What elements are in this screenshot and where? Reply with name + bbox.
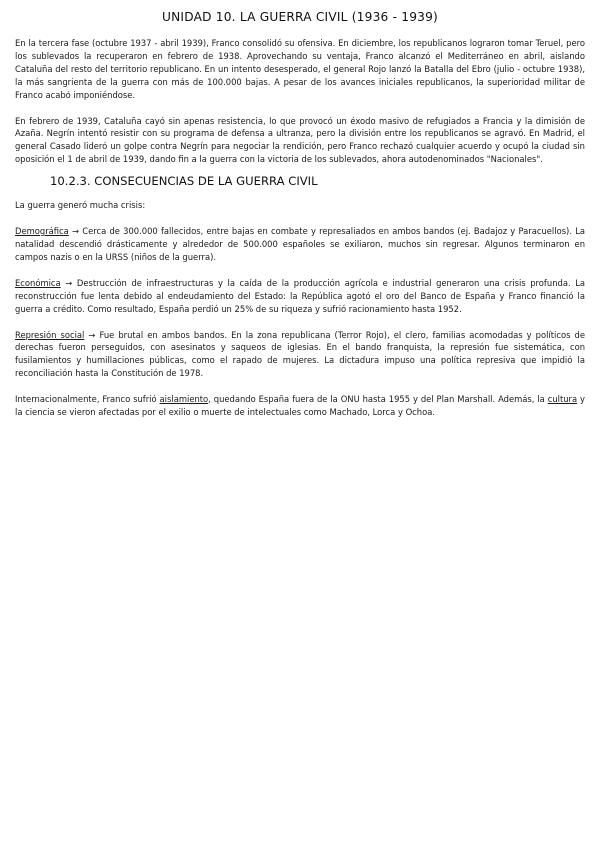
economica-text: Destrucción de infraestructuras y la caída de la producción agrícola e industrial generaron una crisis profunda. La reconstrucción fue lenta debido al endeudamiento del Estado: la República agotó el oro del Banco de España y Franco financió la guerra a crédito. Como resultado, España perdió un 25% de su riqueza y sufrió racionamiento hasta 1952.: [15, 277, 585, 314]
paragraph-third-phase: En la tercera fase (octubre 1937 - abril 1939), Franco consolidó su ofensiva. En diciembre, los republicanos lograron tomar Teruel, pero los sublevados la recuperaron en febrero de 1938. Aprovechando su ventaja, Franco alcanzó el Mediterráneo en abril, aislando Cataluña del resto del territorio republicano. En un intento desesperado, el general Rojo lanzó la Batalla del Ebro (julio - octubre 1938), la más sangrienta de la guerra con más de 100.000 bajas. A pesar de los avances iniciales republicanos, la superioridad militar de Franco acabó imponiéndose.: [15, 38, 585, 100]
demografica-label: Demográfica: [15, 226, 69, 237]
page-title: UNIDAD 10. LA GUERRA CIVIL (1936 - 1939): [161, 10, 439, 24]
economica-label: Económica: [15, 277, 61, 288]
demografica-text: Cerca de 300.000 fallecidos, entre bajas en combate y represaliados en ambos bandos (ej. Badajoz y Paracuellos). La natalidad descendió drásticamente y alrededor de 500.000 españoles se exiliaron, muchos sin regresar. Algunos terminaron en campos nazis o en la URSS (niños de la guerra).: [15, 226, 585, 262]
internacional-text-3: y la ciencia se vieron afectadas por el exilio o muerte de intelectuales como Machado, Lorca y Ochoa.: [15, 394, 586, 418]
represion-arrow: →: [84, 329, 100, 340]
economica-arrow: →: [60, 277, 77, 288]
internacional-paragraph: [15, 393, 585, 419]
economica-paragraph: [15, 277, 585, 316]
represion-label: Represión social: [15, 329, 85, 340]
intro-line: La guerra generó mucha crisis:: [15, 200, 146, 211]
paragraph-end-of-war: En febrero de 1939, Cataluña cayó sin apenas resistencia, lo que provocó un éxodo masivo de refugiados a Francia y la dimisión de Azaña. Negrín intentó resistir con su programa de defensa a ultranza, pero la división entre los republicanos se agravó. En Madrid, el general Casado lideró un golpe contra Negrín para negociar la rendición, pero Franco rechazó cualquier acuerdo y ocupó la ciudad sin oposición el 1 de abril de 1939, dando fin a la guerra con la victoria de los sublevados, ahora autodenominados "Nacionales".: [15, 115, 585, 165]
cultura-term: cultura: [547, 394, 578, 405]
represion-text: Fue brutal en ambos bandos. En la zona republicana (Terror Rojo), el clero, familias acomodadas y políticos de derechas fueron perseguidos, con asesinatos y saqueos de iglesias. En el bando franquista, la represión fue sistemática, con fusilamientos y humillaciones públicas, como el rapado de mujeres. La dictadura impuso una política represiva que impidió la reconciliación hasta la Constitución de 1978.: [15, 329, 585, 379]
section-heading: 10.2.3. CONSECUENCIAS DE LA GUERRA CIVIL: [50, 174, 318, 189]
demografica-paragraph: [15, 225, 585, 264]
internacional-text-2: , quedando España fuera de la ONU hasta 1955 y del Plan Marshall. Además, la: [208, 394, 548, 405]
aislamiento-term: aislamiento: [159, 394, 209, 405]
demografica-arrow: →: [68, 226, 83, 237]
represion-paragraph: [15, 329, 585, 381]
internacional-text-1: Internacionalmente, Franco sufrió: [15, 394, 160, 405]
